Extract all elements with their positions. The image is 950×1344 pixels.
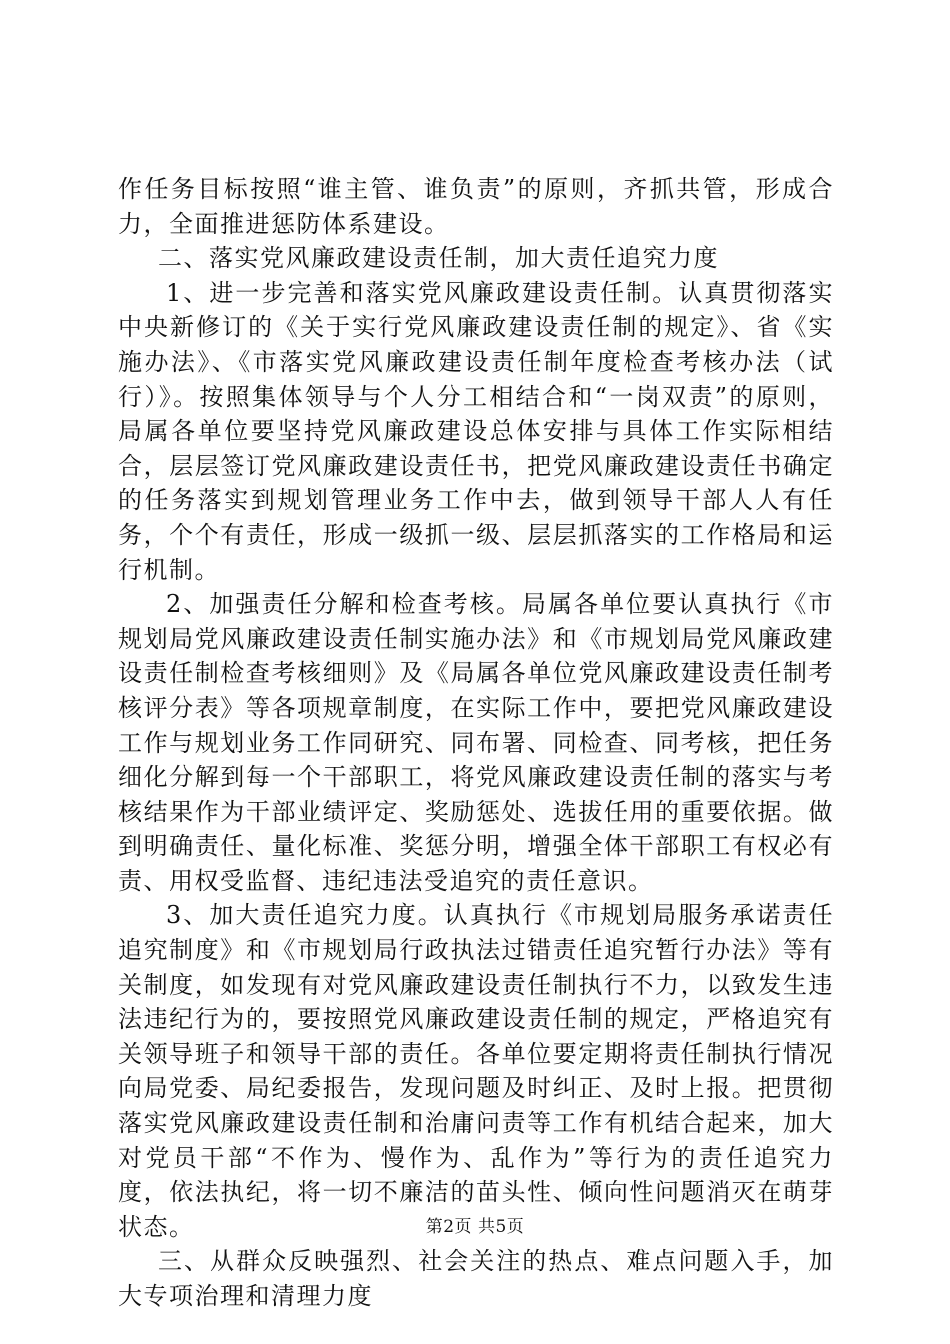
section-heading-3: 三、从群众反映强烈、社会关注的热点、难点问题入手，加大专项治理和清理力度 (118, 1247, 834, 1310)
paragraph-continuation: 作任务目标按照“谁主管、谁负责”的原则，齐抓共管，形成合力，全面推进惩防体系建设。 (118, 175, 834, 238)
paragraph-item-3: 3、加大责任追究力度。认真执行《市规划局服务承诺责任追究制度》和《市规划局行政执法过错责任追究暂行办法》等有关制度，如发现有对党风廉政建设责任制执行不力，以致发生违法违纪行为的，要按照党风廉政建设责任制的规定，严格追究有关领导班子和领导干部的责任。各单位要定期将责任制执行情况向局党委、局纪委报告，发现问题及时纠正、及时上报。把贯彻落实党风廉政建设责任制和治庸问责等工作有机结合起来，加大对党员干部“不作为、慢作为、乱作为”等行为的责任追究力度，依法执纪，将一切不廉洁的苗头性、倾向性问题消灭在萌芽状态。 (118, 901, 834, 1241)
paragraph-item-1: 1、进一步完善和落实党风廉政建设责任制。认真贯彻落实中央新修订的《关于实行党风廉政建设责任制的规定》、省《实施办法》、《市落实党风廉政建设责任制年度检查考核办法（试行）》。按照集体领导与个人分工相结合和“一岗双责”的原则，局属各单位要坚持党风廉政建设总体安排与具体工作实际相结合，层层签订党风廉政建设责任书，把党风廉政建设责任书确定的任务落实到规划管理业务工作中去，做到领导干部人人有任务，个个有责任，形成一级抓一级、层层抓落实的工作格局和运行机制。 (118, 278, 834, 584)
section-heading-2: 二、落实党风廉政建设责任制，加大责任追究力度 (158, 244, 719, 273)
document-body (118, 172, 834, 1314)
page-number-footer: 第2页 共5页 (425, 1217, 525, 1237)
paragraph-item-2: 2、加强责任分解和检查考核。局属各单位要认真执行《市规划局党风廉政建设责任制实施办法》和《市规划局党风廉政建设责任制检查考核细则》及《局属各单位党风廉政建设责任制考核评分表》等各项规章制度，在实际工作中，要把党风廉政建设工作与规划业务工作同研究、同布署、同检查、同考核，把任务细化分解到每一个干部职工，将党风廉政建设责任制的落实与考核结果作为干部业绩评定、奖励惩处、选拔任用的重要依据。做到明确责任、量化标准、奖惩分明，增强全体干部职工有权必有责、用权受监督、违纪违法受追究的责任意识。 (118, 590, 834, 895)
